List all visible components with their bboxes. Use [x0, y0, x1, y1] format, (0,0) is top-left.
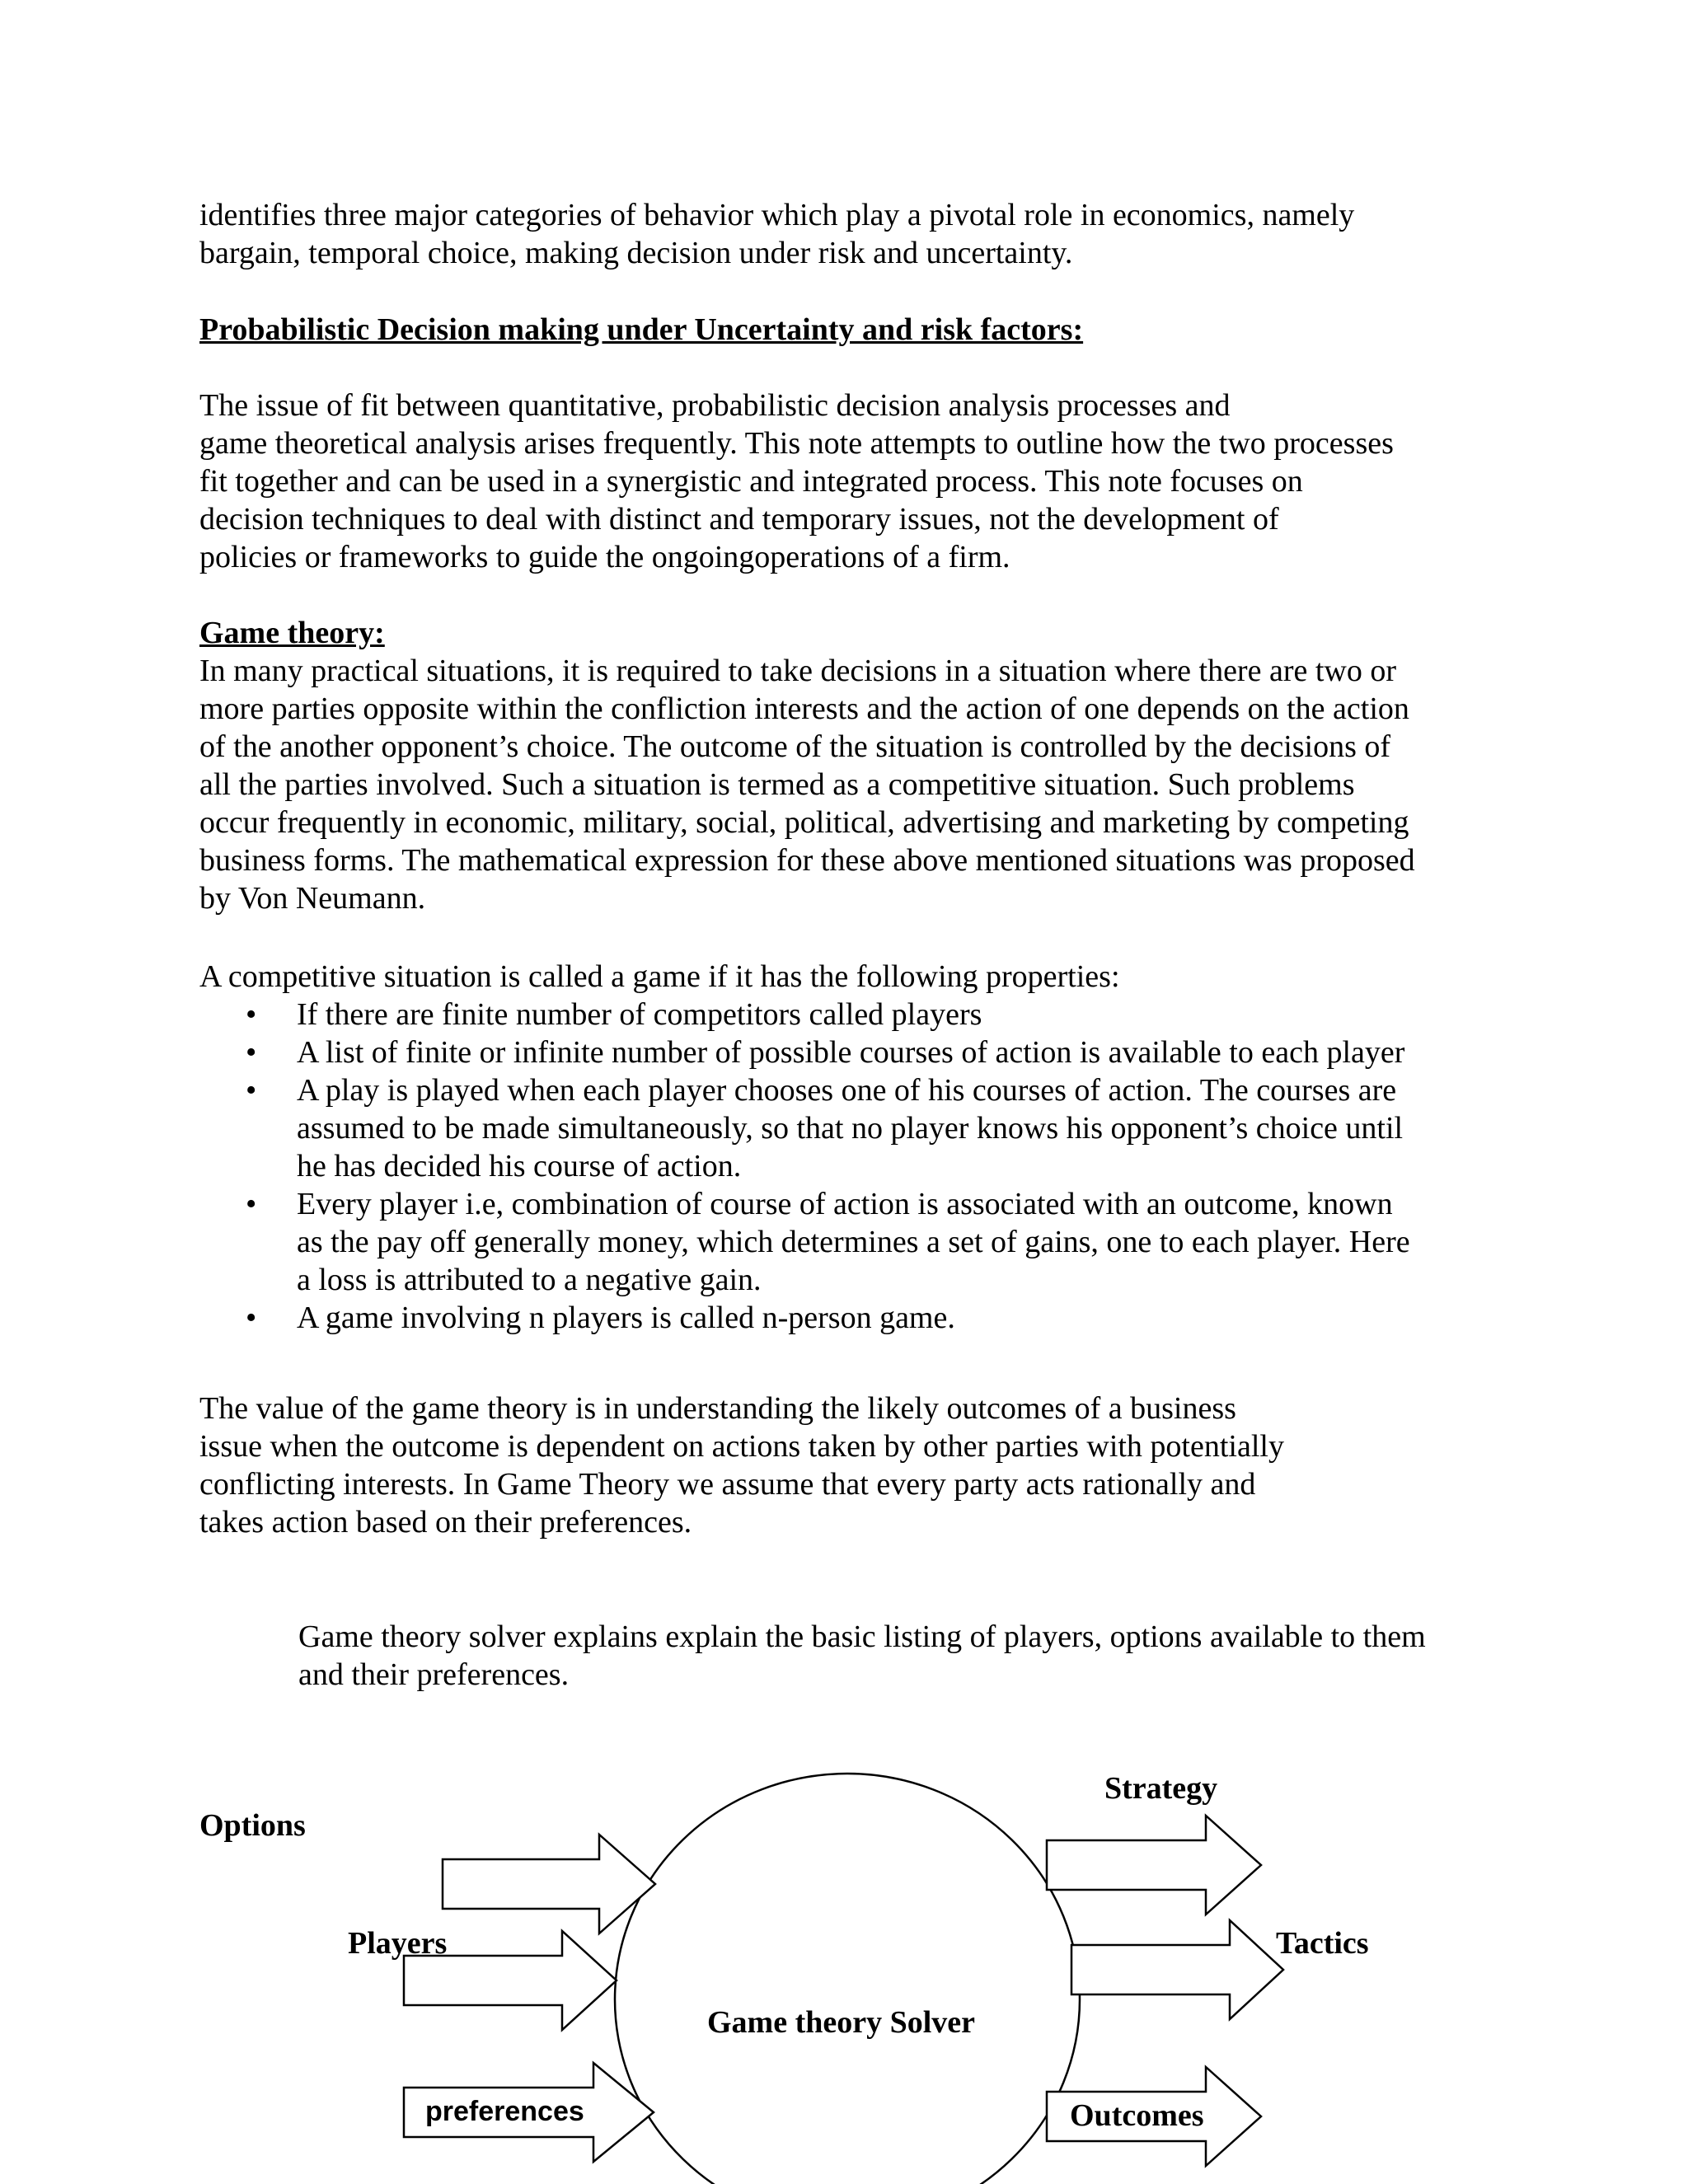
text-line: Every player i.e, combination of course of action is associated with an outcome, known [297, 1187, 1393, 1221]
text-line: business forms. The mathematical expression for these above mentioned situations was proposed [199, 843, 1415, 878]
text-line: of the another opponent’s choice. The outcome of the situation is controlled by the decisions of [199, 729, 1391, 764]
list-item [199, 996, 1410, 1033]
game-theory-diagram [0, 1731, 1688, 2184]
text-line: A list of finite or infinite number of possible courses of action is available to each player [297, 1035, 1405, 1070]
bullet-icon: • [246, 1035, 257, 1070]
text-line: issue when the outcome is dependent on actions taken by other parties with potentially [199, 1429, 1284, 1464]
properties-intro: A competitive situation is called a game if it has the following properties: [199, 959, 1120, 994]
text-line: game theoretical analysis arises frequently. This note attempts to outline how the two processes [199, 426, 1394, 461]
section-heading-probabilistic: Probabilistic Decision making under Uncertainty and risk factors: [199, 312, 1084, 347]
solver-ellipse [615, 1774, 1080, 2184]
text-line: more parties opposite within the confliction interests and the action of one depends on the action [199, 691, 1409, 726]
text-line: a loss is attributed to a negative gain. [297, 1263, 762, 1297]
text-line: takes action based on their preferences. [199, 1505, 692, 1540]
text-line: decision techniques to deal with distinct and temporary issues, not the development of [199, 502, 1279, 537]
text-line: identifies three major categories of behavior which play a pivotal role in economics, namely [199, 198, 1355, 232]
list-item [199, 1185, 1410, 1299]
text-line: The value of the game theory is in understanding the likely outcomes of a business [199, 1391, 1236, 1426]
probabilistic-paragraph [199, 387, 1601, 576]
game-theory-paragraph [199, 652, 1601, 917]
bullet-icon: • [246, 1301, 257, 1335]
arrow-right-icon [443, 1835, 655, 1933]
bullet-icon: • [246, 1073, 257, 1108]
text-line: If there are finite number of competitors called players [297, 997, 982, 1032]
strategy-label: Strategy [1104, 1771, 1218, 1806]
arrow-right-icon [1071, 1920, 1283, 2019]
list-item [199, 1071, 1410, 1185]
intro-paragraph [199, 196, 1601, 272]
text-line: Game theory solver explains explain the basic listing of players, options available to them [298, 1619, 1426, 1654]
list-item [199, 1033, 1410, 1071]
solver-note [298, 1618, 1688, 1694]
value-paragraph [199, 1390, 1601, 1541]
text-line: A game involving n players is called n-person game. [297, 1301, 955, 1335]
list-item [199, 1299, 1410, 1337]
text-line: by Von Neumann. [199, 881, 426, 916]
text-line: conflicting interests. In Game Theory we assume that every party acts rationally and [199, 1467, 1256, 1502]
tactics-label: Tactics [1276, 1926, 1369, 1961]
options-label: Options [199, 1808, 306, 1843]
text-line: In many practical situations, it is required to take decisions in a situation where there are two or [199, 654, 1396, 688]
text-line: and their preferences. [298, 1657, 570, 1692]
section-heading-game-theory: Game theory: [199, 616, 385, 650]
outcomes-label: Outcomes [1070, 2098, 1204, 2133]
text-line: he has decided his course of action. [297, 1149, 742, 1183]
text-line: all the parties involved. Such a situation is termed as a competitive situation. Such problems [199, 767, 1355, 802]
text-line: The issue of fit between quantitative, probabilistic decision analysis processes and [199, 388, 1231, 423]
text-line: fit together and can be used in a synergistic and integrated process. This note focuses on [199, 464, 1303, 499]
bullet-icon: • [246, 997, 257, 1032]
solver-label: Game theory Solver [707, 2005, 976, 2040]
arrow-right-icon [1047, 1816, 1261, 1915]
text-line: bargain, temporal choice, making decision under risk and uncertainty. [199, 236, 1073, 270]
text-line: occur frequently in economic, military, social, political, advertising and marketing by competing [199, 805, 1409, 840]
text-line: policies or frameworks to guide the ongoingoperations of a firm. [199, 540, 1010, 574]
properties-list [199, 996, 1410, 1337]
text-line: as the pay off generally money, which determines a set of gains, one to each player. Here [297, 1225, 1410, 1259]
text-line: A play is played when each player chooses one of his courses of action. The courses are [297, 1073, 1397, 1108]
players-label: Players [348, 1926, 448, 1961]
preferences-label: preferences [425, 2096, 584, 2127]
bullet-icon: • [246, 1187, 257, 1221]
text-line: assumed to be made simultaneously, so that no player knows his opponent’s choice until [297, 1111, 1404, 1146]
